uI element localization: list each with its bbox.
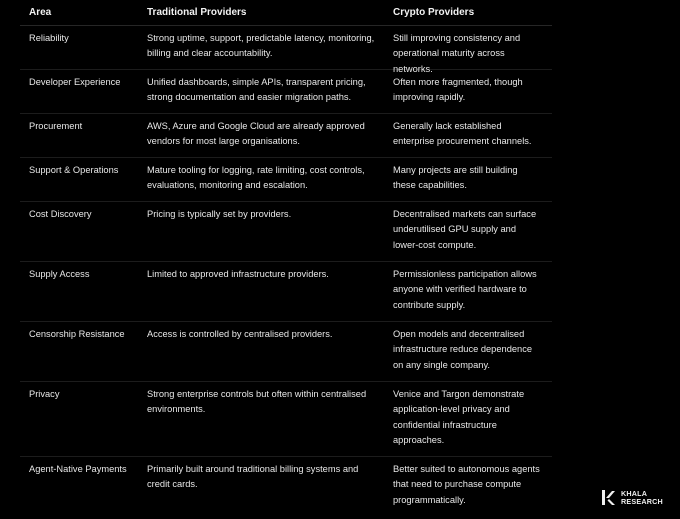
table-row [20,158,552,202]
row-area: Reliability [29,33,69,43]
row-area: Censorship Resistance [29,329,125,339]
row-crypto: Generally lack established enterprise procurement channels. [393,121,532,147]
row-traditional: Mature tooling for logging, rate limiting, cost controls, evaluations, monitoring and escalation. [147,165,365,191]
row-area: Supply Access [29,269,90,279]
logo-text [621,490,663,505]
table-row [20,322,552,382]
khala-research-logo [600,489,663,506]
row-area: Cost Discovery [29,209,92,219]
row-traditional: Pricing is typically set by providers. [147,209,292,219]
row-area: Developer Experience [29,77,121,87]
row-area: Privacy [29,389,60,399]
row-crypto: Open models and decentralised infrastructure reduce dependence on any single company. [393,329,533,370]
row-traditional: Limited to approved infrastructure providers. [147,269,329,279]
row-crypto: Better suited to autonomous agents that need to purchase compute programmatically. [393,464,540,505]
row-traditional: Access is controlled by centralised providers. [147,329,333,339]
header-traditional-providers: Traditional Providers [147,7,247,19]
khala-logo-icon [600,489,617,506]
row-area: Agent-Native Payments [29,464,127,474]
table-row [20,457,552,517]
row-traditional: Primarily built around traditional billing systems and credit cards. [147,464,359,490]
table-row [20,26,552,74]
row-crypto: Often more fragmented, though improving rapidly. [393,77,523,103]
comparison-table [20,0,552,517]
row-traditional: Strong uptime, support, predictable latency, monitoring, billing and clear accountability. [147,33,375,59]
table-header-row [20,0,552,26]
row-crypto: Venice and Targon demonstrate application-level privacy and confidential infrastructure approaches. [393,389,525,446]
header-crypto-providers: Crypto Providers [393,7,475,19]
table-row [20,262,552,322]
table-row [20,382,552,457]
row-traditional: Strong enterprise controls but often within centralised environments. [147,389,367,415]
row-traditional: AWS, Azure and Google Cloud are already approved vendors for most large organisations. [147,121,365,147]
logo-line-2: RESEARCH [621,496,663,506]
row-crypto: Permissionless participation allows anyone with verified hardware to contribute supply. [393,269,537,310]
table-row [20,202,552,262]
table-row [20,70,552,114]
table-row [20,114,552,158]
row-crypto: Decentralised markets can surface underutilised GPU supply and lower-cost compute. [393,209,537,250]
row-traditional: Unified dashboards, simple APIs, transparent pricing, strong documentation and easier migration paths. [147,77,366,103]
row-crypto: Still improving consistency and operational maturity across networks. [393,33,521,74]
logo-line-1: KHALA [621,488,648,498]
row-area: Procurement [29,121,83,131]
row-area: Support & Operations [29,165,119,175]
header-area: Area [29,7,52,19]
row-crypto: Many projects are still building these capabilities. [393,165,518,191]
